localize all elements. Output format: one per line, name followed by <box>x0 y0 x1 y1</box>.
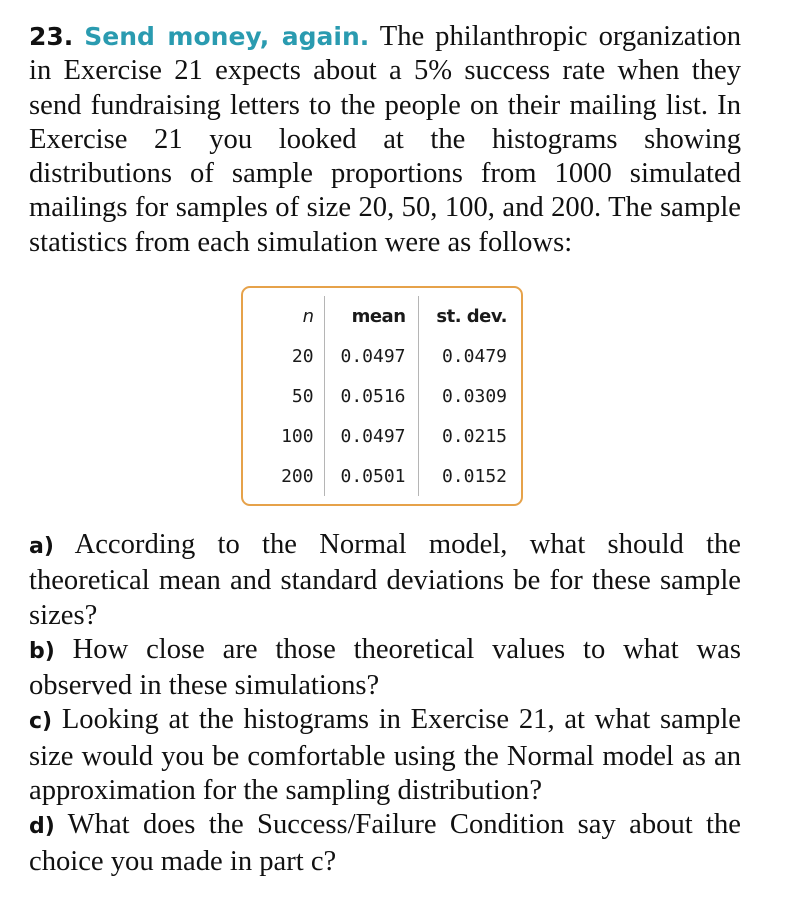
header-n: n <box>302 305 314 327</box>
question-label: d) <box>29 814 55 840</box>
exercise-number: 23. <box>29 22 74 51</box>
question-text: Looking at the histograms in Exercise 21, at what sample size would you be comfortable using the Normal model as an approximation for the sampling distribution? <box>29 704 741 807</box>
header-st-dev: st. dev. <box>418 296 521 336</box>
cell-mean: 0.0497 <box>324 336 418 376</box>
question-label: c) <box>29 709 53 735</box>
question-text: How close are those theoretical values to what was observed in these simulations? <box>29 633 741 702</box>
question-b <box>29 633 741 704</box>
question-label: b) <box>29 638 55 664</box>
exercise-title: Send money, again. <box>84 22 370 51</box>
cell-n: 20 <box>291 345 314 367</box>
cell-n: 100 <box>281 425 314 447</box>
question-c <box>29 703 741 808</box>
table-header-row <box>245 296 521 336</box>
statistics-table-box <box>241 286 523 506</box>
cell-mean: 0.0497 <box>324 416 418 456</box>
table-row <box>245 336 521 376</box>
statistics-table <box>245 296 521 496</box>
cell-st-dev: 0.0479 <box>418 336 521 376</box>
question-text: According to the Normal model, what should the theoretical mean and standard deviations be for these sample sizes? <box>29 529 741 631</box>
cell-n: 50 <box>291 385 314 407</box>
cell-mean: 0.0516 <box>324 376 418 416</box>
question-label: a) <box>29 534 54 559</box>
cell-st-dev: 0.0309 <box>418 376 521 416</box>
question-text: What does the Success/Failure Condition say about the choice you made in part c? <box>29 809 741 877</box>
exercise-intro <box>29 20 741 260</box>
cell-n: 200 <box>281 465 314 487</box>
question-list <box>29 528 741 879</box>
question-d <box>29 808 741 879</box>
question-a <box>29 528 741 633</box>
exercise-23 <box>29 20 741 877</box>
cell-mean: 0.0501 <box>324 456 418 496</box>
header-mean: mean <box>324 296 418 336</box>
table-row <box>245 416 521 456</box>
table-row <box>245 456 521 496</box>
cell-st-dev: 0.0152 <box>418 456 521 496</box>
cell-st-dev: 0.0215 <box>418 416 521 456</box>
table-row <box>245 376 521 416</box>
exercise-intro-text: The philanthropic organization in Exercise 21 expects about a 5% success rate when they send fundraising letters to the people on their mailing list. In Exercise 21 you looked at the histograms showing distributions of sample proportions from 1000 simulated mailings for samples of size 20, 50, 100, and 200. The sample statistics from each simulation were as follows: <box>29 21 741 258</box>
